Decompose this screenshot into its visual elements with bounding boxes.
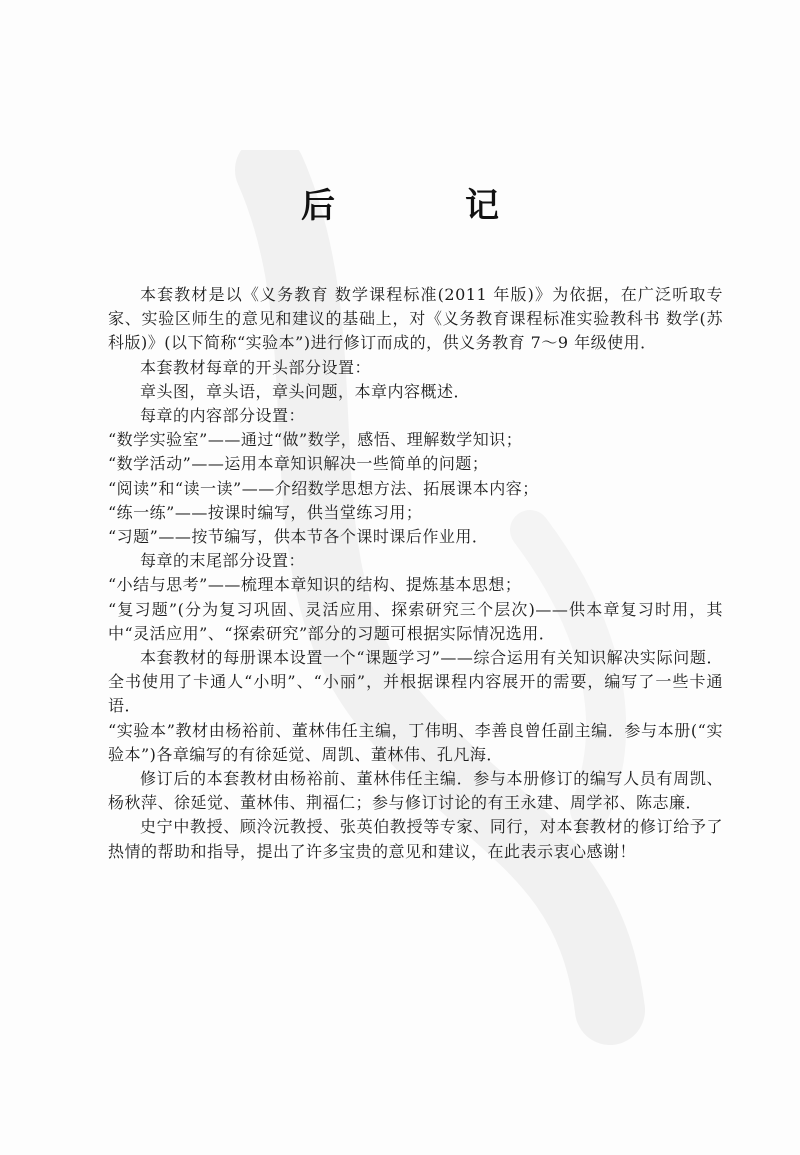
paragraph-review-exercises: “复习题”(分为复习巩固、灵活应用、探索研究三个层次)——供本章复习时用，其中“灵活应用”、“探索研究”部分的习题可根据实际情况选用． [108, 599, 723, 643]
paragraph-chapter-content-heading: 每章的内容部分设置： [140, 406, 306, 426]
paragraph-exercises: “习题”——按节编写，供本节各个课时课后作业用． [108, 527, 489, 547]
paragraph-chapter-opening-items: 章头图，章头语，章头问题，本章内容概述． [140, 381, 471, 401]
page-title: 后 记 [301, 186, 547, 226]
paragraph-reading: “阅读”和“读一读”——介绍数学思想方法、拓展课本内容； [108, 478, 539, 498]
paragraph-chapter-opening-heading: 本套教材每章的开头部分设置： [140, 357, 372, 377]
paragraph-summary: “小结与思考”——梳理本章知识的结构、提炼基本思想； [108, 575, 522, 595]
afterword-body [108, 283, 723, 864]
paragraph-math-lab: “数学实验室”——通过“做”数学，感悟、理解数学知识； [108, 430, 523, 450]
paragraph-revised-edition-editors: 修订后的本套教材由杨裕前、董林伟任主编．参与本册修订的编写人员有周凯、杨秋萍、徐延觉、董林伟、荆福仁；参与修订讨论的有王永建、周学祁、陈志廉． [108, 769, 723, 813]
paragraph-topic-study: 本套教材的每册课本设置一个“课题学习”——综合运用有关知识解决实际问题．全书使用了卡通人“小明”、“小丽”，并根据课程内容展开的需要，编写了一些卡通语． [108, 648, 723, 716]
paragraph-math-activity: “数学活动”——运用本章知识解决一些简单的问题； [108, 454, 489, 474]
paragraph-experimental-edition-editors: “实验本”教材由杨裕前、董林伟任主编，丁伟明、李善良曾任副主编．参与本册(“实验本”)各章编写的有徐延觉、周凯、董林伟、孔凡海． [108, 720, 723, 764]
paragraph-practice: “练一练”——按课时编写，供当堂练习用； [108, 502, 423, 522]
paragraph-acknowledgements: 史宁中教授、顾泠沅教授、张英伯教授等专家、同行，对本套教材的修订给予了热情的帮助和指导，提出了许多宝贵的意见和建议，在此表示衷心感谢！ [108, 817, 723, 861]
paragraph-intro: 本套教材是以《义务教育 数学课程标准(2011 年版)》为依据，在广泛听取专家、实验区师生的意见和建议的基础上，对《义务教育课程标准实验教科书 数学(苏科版)》(以下简称“实验本”)进行修订而成的，供义务教育 7～9 年级使用． [108, 285, 723, 353]
paragraph-chapter-ending-heading: 每章的末尾部分设置： [140, 551, 306, 571]
